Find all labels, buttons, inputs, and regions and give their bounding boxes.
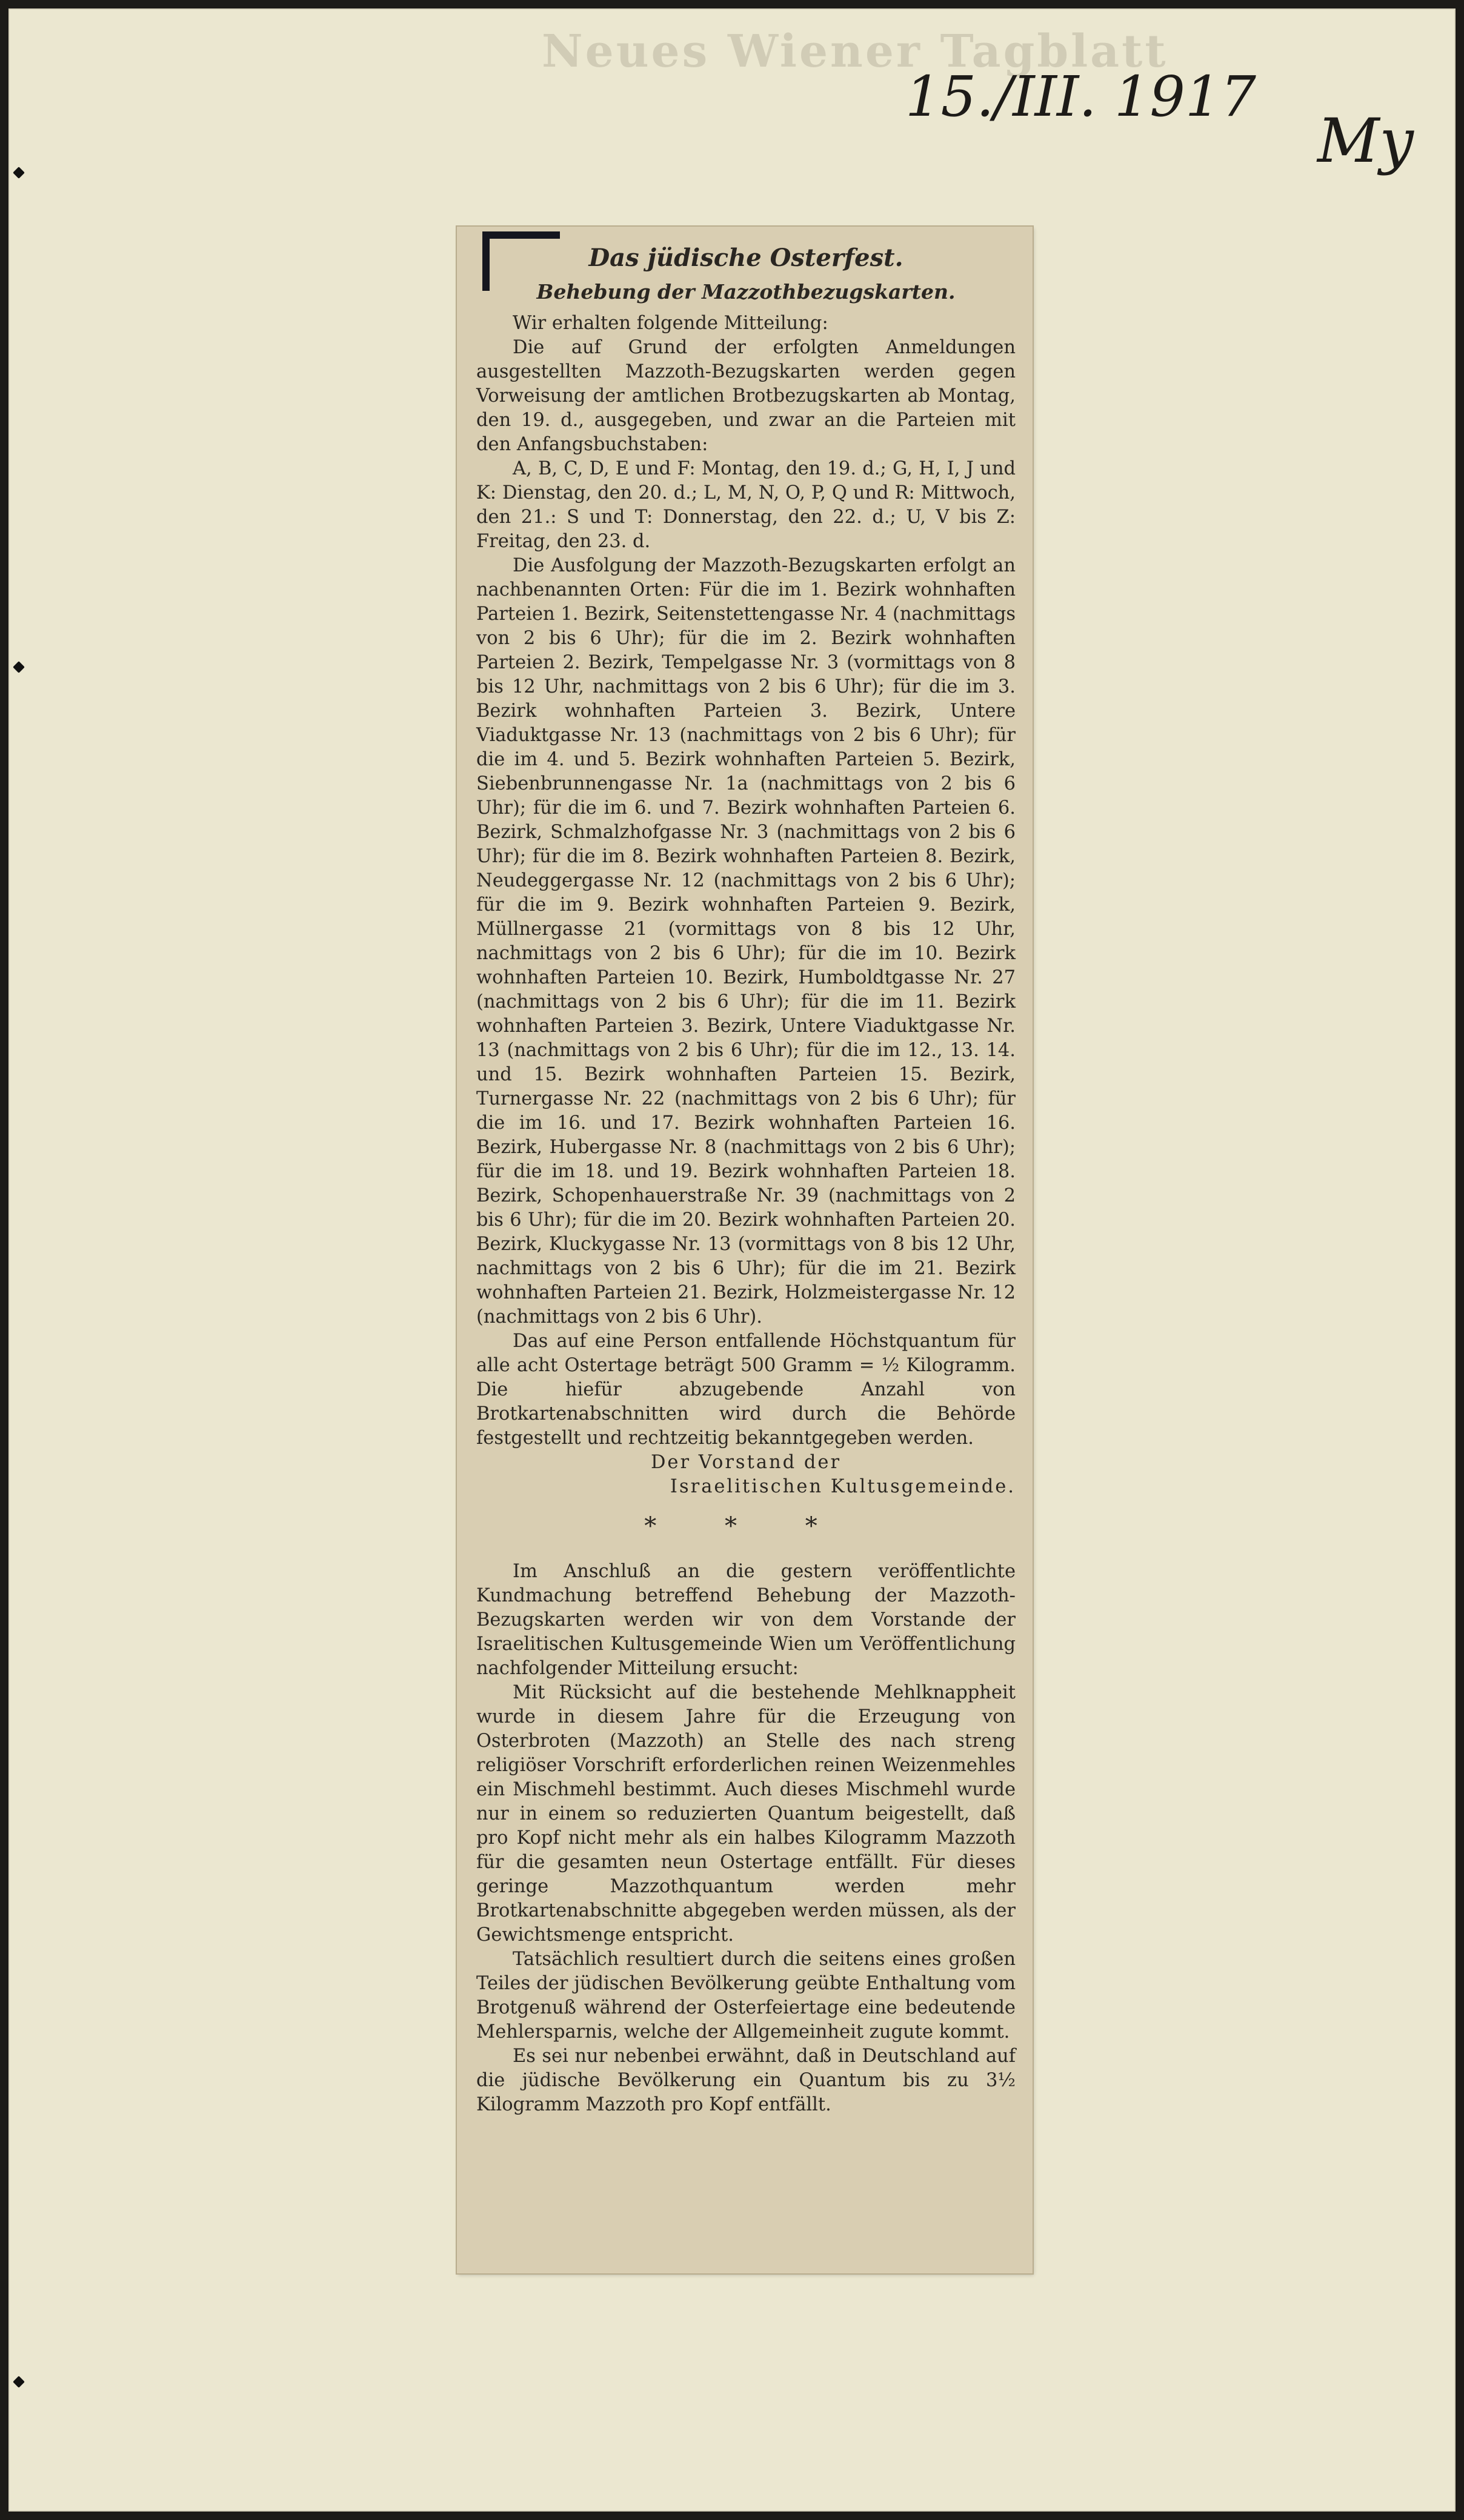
newspaper-clipping: [457, 227, 1033, 2273]
article-paragraph: A, B, C, D, E und F: Montag, den 19. d.; G, H, I, J und K: Dienstag, den 20. d.; L, M, N, O, P, Q und R: Mittwoch, den 21.: S und T: Donnerstag, den 22. d.; U, V bis Z: Freitag, den 23. d.: [476, 458, 1016, 552]
article-paragraph: Die auf Grund der erfolgten Anmeldungen ausgestellten Mazzoth-Bezugskarten werden gegen Vorweisung der amtlichen Brotbezugskarten ab Montag, den 19. d., ausgegeben, und zwar an die Parteien mit den Anfangsbuchstaben:: [476, 337, 1016, 455]
article-paragraph: Mit Rücksicht auf die bestehende Mehlknappheit wurde in diesem Jahre für die Erzeugung von Osterbroten (Mazzoth) an Stelle des nach streng religiöser Vorschrift erforderlichen reinen Weizenmehles ein Mischmehl bestimmt. Auch dieses Mischmehl wurde nur in einem so reduzierten Quantum beigestellt, daß pro Kopf nicht mehr als ein halbes Kilogramm Mazzoth für die gesamten neun Ostertage entfällt. Für dieses geringe Mazzothquantum werden mehr Brotkartenabschnitte abgegeben werden müssen, als der Gewichtsmenge entspricht.: [476, 1682, 1016, 1946]
article-paragraph: Tatsächlich resultiert durch die seitens eines großen Teiles der jüdischen Bevölkerung geübte Enthaltung vom Brotgenuß während der Osterfeiertage eine bedeutende Mehlersparnis, welche der Allgemeinheit zugute kommt.: [476, 1949, 1016, 2043]
article-paragraph: Im Anschluß an die gestern veröffentlichte Kundmachung betreffend Behebung der Mazzoth-Bezugskarten werden wir von dem Vorstande der Israelitischen Kultusgemeinde Wien um Veröffentlichung nachfolgender Mitteilung ersucht:: [476, 1561, 1016, 1679]
section-separator: * * *: [644, 1512, 848, 1540]
article-subheadline: Behebung der Mazzothbezugskarten.: [536, 280, 956, 304]
article-headline: Das jüdische Osterfest.: [588, 244, 903, 272]
article-paragraph: Die Ausfolgung der Mazzoth-Bezugskarten erfolgt an nachbenannten Orten: Für die im 1. Bezirk wohnhaften Parteien 1. Bezirk, Seitenstettengasse Nr. 4 (nachmittags von 2 bis 6 Uhr); für die im 2. Bezirk wohnhaften Parteien 2. Bezirk, Tempelgasse Nr. 3 (vormittags von 8 bis 12 Uhr, nachmittags von 2 bis 6 Uhr); für die im 3. Bezirk wohnhaften Parteien 3. Bezirk, Untere Viaduktgasse Nr. 13 (nachmittags von 2 bis 6 Uhr); für die im 4. und 5. Bezirk wohnhaften Parteien 5. Bezirk, Siebenbrunnengasse Nr. 1a (nachmittags von 2 bis 6 Uhr); für die im 6. und 7. Bezirk wohnhaften Parteien 6. Bezirk, Schmalzhofgasse Nr. 3 (nachmittags von 2 bis 6 Uhr); für die im 8. Bezirk wohnhaften Parteien 8. Bezirk, Neudeggergasse Nr. 12 (nachmittags von 2 bis 6 Uhr); für die im 9. Bezirk wohnhaften Parteien 9. Bezirk, Müllnergasse 21 (vormittags von 8 bis 12 Uhr, nachmittags von 2 bis 6 Uhr); für die im 10. Bezirk wohnhaften Parteien 10. Bezirk, Humboldtgasse Nr. 27 (nachmittags von 2 bis 6 Uhr); für die im 11. Bezirk wohnhaften Parteien 3. Bezirk, Untere Viaduktgasse Nr. 13 (nachmittags von 2 bis 6 Uhr); für die im 12., 13. 14. und 15. Bezirk wohnhaften Parteien 15. Bezirk, Turnergasse Nr. 22 (nachmittags von 2 bis 6 Uhr); für die im 16. und 17. Bezirk wohnhaften Parteien 16. Bezirk, Hubergasse Nr. 8 (nachmittags von 2 bis 6 Uhr); für die im 18. und 19. Bezirk wohnhaften Parteien 18. Bezirk, Schopenhauerstraße Nr. 39 (nachmittags von 2 bis 6 Uhr); für die im 20. Bezirk wohnhaften Parteien 20. Bezirk, Kluckygasse Nr. 13 (vormittags von 8 bis 12 Uhr, nachmittags von 2 bis 6 Uhr); für die im 21. Bezirk wohnhaften Parteien 21. Bezirk, Holzmeistergasse Nr. 12 (nachmittags von 2 bis 6 Uhr).: [476, 555, 1016, 1328]
article-paragraph: Das auf eine Person entfallende Höchstquantum für alle acht Ostertage beträgt 500 Gramm = ½ Kilogramm. Die hiefür abzugebende Anzahl von Brotkartenabschnitten wird durch die Behörde festgestellt und rechtzeitig bekanntgegeben werden.: [476, 1331, 1016, 1449]
signature-line: Der Vorstand der: [650, 1452, 842, 1473]
newspaper-stamp: Neues Wiener Tagblatt: [542, 25, 1168, 78]
article-paragraph: Es sei nur nebenbei erwähnt, daß in Deutschland auf die jüdische Bevölkerung ein Quantum bis zu 3½ Kilogramm Mazzoth pro Kopf entfällt.: [476, 2046, 1016, 2115]
punch-hole-mark: [13, 661, 25, 673]
archive-sheet: [8, 8, 1456, 2512]
clipping-bracket: [482, 231, 560, 239]
punch-hole-mark: [13, 2376, 25, 2388]
punch-hole-mark: [13, 167, 25, 179]
signature-line: Israelitischen Kultusgemeinde.: [670, 1476, 1016, 1497]
handwritten-date: 15./III. 1917: [905, 64, 1256, 129]
handwritten-initials: My: [1317, 105, 1414, 176]
article-paragraph: Wir erhalten folgende Mitteilung:: [513, 313, 828, 334]
clipping-text: [476, 241, 1016, 2265]
